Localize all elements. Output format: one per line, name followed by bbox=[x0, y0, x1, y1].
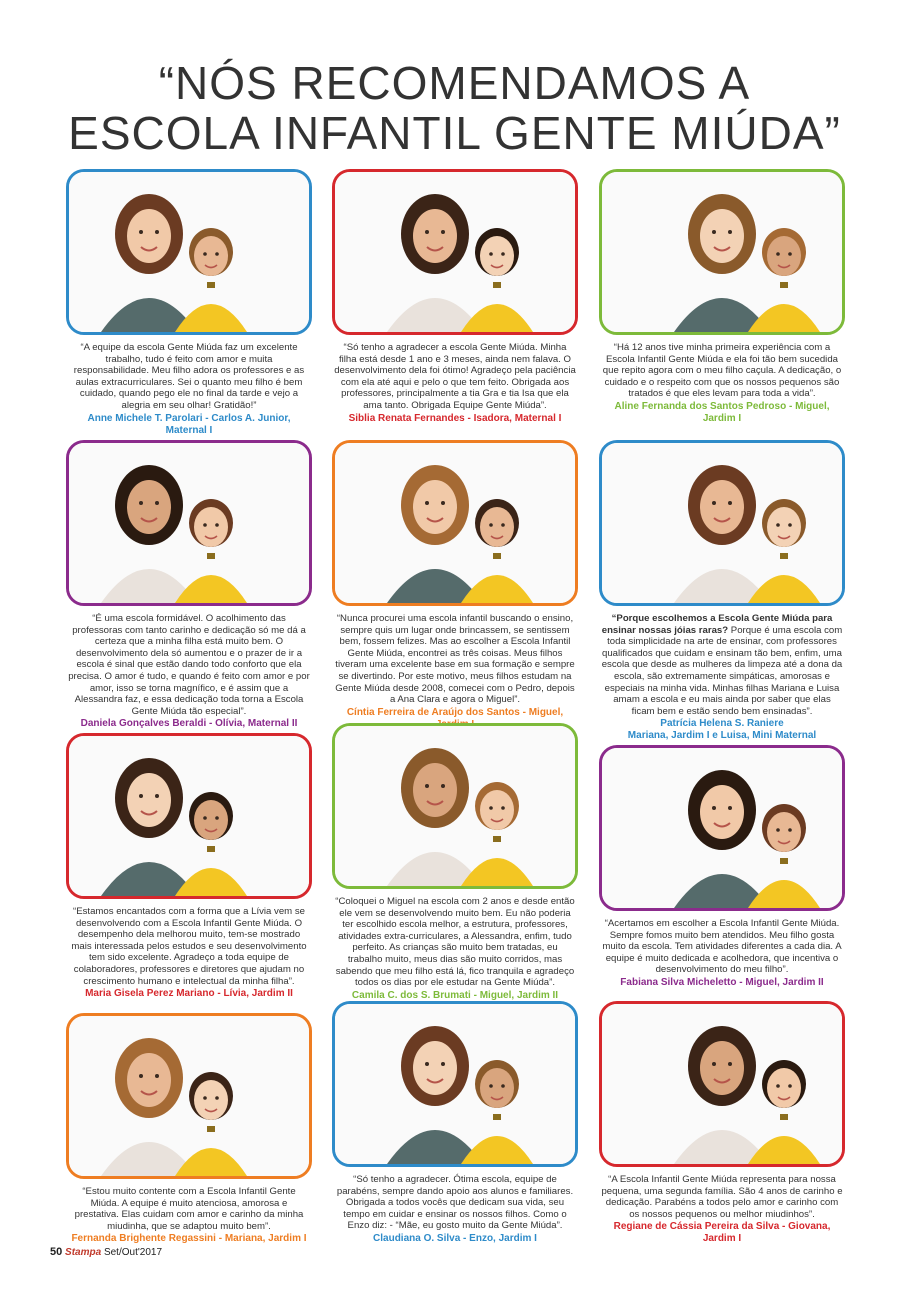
photo-mother-son bbox=[332, 1001, 578, 1167]
testimonial-quote: “Coloquei o Miguel na escola com 2 anos e desde então ele vem se desenvolvendo muito bem. Eu não poderia ter escolhido escola melhor, a estrutura, professores, atividades extra-curriculares, a Alessandra, enfim, tudo perfeito. As crianças são muito bem tratadas, eu trabalho muito, meus dias são muito corridos, mas sabendo que meu filho está lá, fico tranquila e agradeço todos os dias por ele estudar na Gente Miúda”. bbox=[335, 896, 575, 989]
testimonial-quote: “A equipe da escola Gente Miúda faz um excelente trabalho, tudo é feito com amor e muita responsabilidade. Meu filho adora os professores e as aulas extracurriculares. Sei o quanto meu filho é bem cuidado, quando pego ele no final da tarde e vejo a alegria em seu olhar! Gratidão!” bbox=[73, 342, 305, 411]
testimonial-quote: “Estou muito contente com a Escola Infantil Gente Miúda. A equipe é muito atenciosa, amorosa e prestativa. Elas cuidam com amor e carinho da minha miudinha, que se adaptou muito bem”. bbox=[74, 1186, 304, 1232]
photo-mother-daughter bbox=[332, 169, 578, 335]
testimonial-quote: “Acertamos em escolher a Escola Infantil Gente Miúda. Sempre fomos muito bem atendidos. Meu filho gosta muito da escola. Tem atividades diferentes a cada dia. A equipe é muito dedicada e acolhedora, que incentiva o desenvolvimento do meu filho”. bbox=[602, 918, 842, 976]
testimonial-card bbox=[332, 723, 578, 1002]
photo-mother-daughters bbox=[599, 440, 845, 606]
testimonial-card bbox=[599, 1001, 845, 1245]
testimonial-author: Fernanda Brighente Regassini - Mariana, Jardim I bbox=[71, 1233, 307, 1245]
testimonial-card bbox=[599, 169, 845, 425]
testimonial-quote: “Há 12 anos tive minha primeira experiência com a Escola Infantil Gente Miúda e ela foi tão bem sucedida que repito agora com o meu filho caçula. A dedicação, o cuidado e o respeito com que os nossos pequenos são tratados é que eles levam para toda a vida”. bbox=[602, 342, 842, 400]
photo-mother-son bbox=[66, 169, 312, 335]
title-line-2: ESCOLA INFANTIL GENTE MIÚDA” bbox=[68, 107, 841, 159]
title-line-1: “NÓS RECOMENDAMOS A bbox=[158, 57, 751, 109]
testimonial-card bbox=[66, 1013, 312, 1245]
testimonial-quote: “É uma escola formidável. O acolhimento das professoras com tanto carinho e dedicação só me dá a certeza que a minha filha está muito bem. O desenvolvimento dela só aumentou e o prazer de ir a escola é sinal que estão dando todo conforto que ela precisa. O amor é tudo, e quando é feito com amor e por amor, isso se torna magnífico, e é assim que a Alessandra faz, e essa dedicação toda torna a Escola Gente Miúda tão especial”. bbox=[68, 613, 310, 717]
testimonial-quote: “Estamos encantados com a forma que a Lívia vem se desenvolvendo com a Escola Infantil Gente Miúda. O desempenho dela melhorou muito, tem-se mostrado mais interessada pelos estudos e seu desenvolvimento tem sido excelente. Agradeço a toda equipe de colaboradores, professores e diretores que ajudam no crescimento humano e intelectual da minha filha”. bbox=[71, 906, 307, 987]
testimonial-card bbox=[332, 169, 578, 425]
quote-rest: Porque é uma escola com toda simplicidade na arte de ensinar, com professores qualificados que cuidam e ensinam tão bem, enfim, uma escola que desde as mulheres da limpeza até a dona da escola, são extremamente simpáticas, amorosas e especiais na minha vida. Minhas filhas Mariana e Luisa amam a escola e eu mais ainda por saber que elas ficam bem e estão sendo bem ensinadas”. bbox=[601, 624, 843, 717]
testimonial-author: Anne Michele T. Parolari - Carlos A. Junior, Maternal I bbox=[87, 412, 291, 436]
testimonial-author: Patrícia Helena S. Raniere bbox=[660, 718, 784, 730]
quote-bold-lead: “Porque escolhemos a Escola Gente Miúda para ensinar nossas jóias raras? bbox=[601, 613, 833, 636]
testimonial-author: Fabiana Silva Micheletto - Miguel, Jardim II bbox=[620, 976, 824, 988]
testimonial-card bbox=[332, 440, 578, 731]
issue-date: Set/Out'2017 bbox=[103, 1247, 162, 1258]
photo-mother-children bbox=[332, 440, 578, 606]
testimonial-author: Siblia Renata Fernandes - Isadora, Maternal I bbox=[348, 412, 562, 424]
testimonial-quote bbox=[599, 613, 845, 717]
testimonial-quote: “Só tenho a agradecer a escola Gente Miúda. Minha filha está desde 1 ano e 3 meses, ainda nem falava. O desenvolvimento dela foi ótimo! Agradeço pela paciência com ela até aqui e pelo o que tem feito. Obrigada aos professores, principalmente a tia Gra e tia Isa que ela ama tanto. Obrigada Equipe Gente Miúda”. bbox=[334, 342, 576, 411]
testimonial-card bbox=[66, 440, 312, 730]
photo-mother-son bbox=[599, 745, 845, 911]
photo-mother-children bbox=[66, 1013, 312, 1179]
page-footer bbox=[50, 1246, 162, 1258]
photo-mother-daughter bbox=[599, 1001, 845, 1167]
testimonial-author: Aline Fernanda dos Santos Pedroso - Miguel, Jardim I bbox=[614, 400, 830, 424]
testimonial-author: Regiane de Cássia Pereira da Silva - Giovana, Jardim I bbox=[613, 1221, 831, 1245]
testimonial-card bbox=[599, 745, 845, 989]
testimonial-author: Claudiana O. Silva - Enzo, Jardim I bbox=[373, 1232, 537, 1244]
testimonial-quote: “A Escola Infantil Gente Miúda representa para nossa pequena, uma segunda família. São 4 anos de carinho e dedicação. Parabéns a todos pelo amor e carinho com os nossos pequenos ou melhor miudinhos”. bbox=[601, 1174, 843, 1220]
photo-mother-son bbox=[332, 723, 578, 889]
testimonial-card bbox=[66, 733, 312, 1000]
photo-mother-two-sons bbox=[599, 169, 845, 335]
testimonial-author: Daniela Gonçalves Beraldi - Olívia, Maternal II bbox=[80, 718, 298, 730]
testimonial-card bbox=[66, 169, 312, 437]
photo-mother-daughter bbox=[66, 440, 312, 606]
testimonial-card bbox=[332, 1001, 578, 1245]
testimonial-quote: “Nunca procurei uma escola infantil buscando o ensino, sempre quis um lugar onde brincassem, se sentissem bem, fossem felizes. Mas ao escolher a Escola Infantil Gente Miúda, encontrei as três coisas. Meus filhos tiveram uma excelente base em sua formação e sempre se divertindo. Por este motivo, meus filhos estudam na Gente Miúda desde 2008, comecei com o Pedro, depois a Ana Clara e agora o Miguel”. bbox=[335, 613, 575, 706]
testimonial-quote: “Só tenho a agradecer. Ótima escola, equipe de parabéns, sempre dando apoio aos alunos e familiares. Obrigada a todos vocês que dedicam sua vida, seu tempo em cuidar e ensinar os nossos filhos. Como o Enzo diz: - “Mãe, eu gosto muito da Gente Miúda”. bbox=[336, 1174, 574, 1232]
testimonial-author-children: Mariana, Jardim I e Luisa, Mini Maternal bbox=[627, 730, 817, 742]
photo-mother-daughter bbox=[66, 733, 312, 899]
page-number: 50 bbox=[50, 1246, 63, 1258]
magazine-name: Stampa bbox=[65, 1247, 102, 1258]
page-title bbox=[0, 58, 909, 158]
testimonial-card bbox=[599, 440, 845, 742]
testimonial-author: Maria Gisela Perez Mariano - Lívia, Jardim II bbox=[85, 988, 293, 1000]
testimonial-author: Camila C. dos S. Brumati - Miguel, Jardim II bbox=[351, 989, 559, 1001]
testimonial-author: Cíntia Ferreira de Araújo dos Santos - Miguel, bbox=[346, 706, 564, 718]
